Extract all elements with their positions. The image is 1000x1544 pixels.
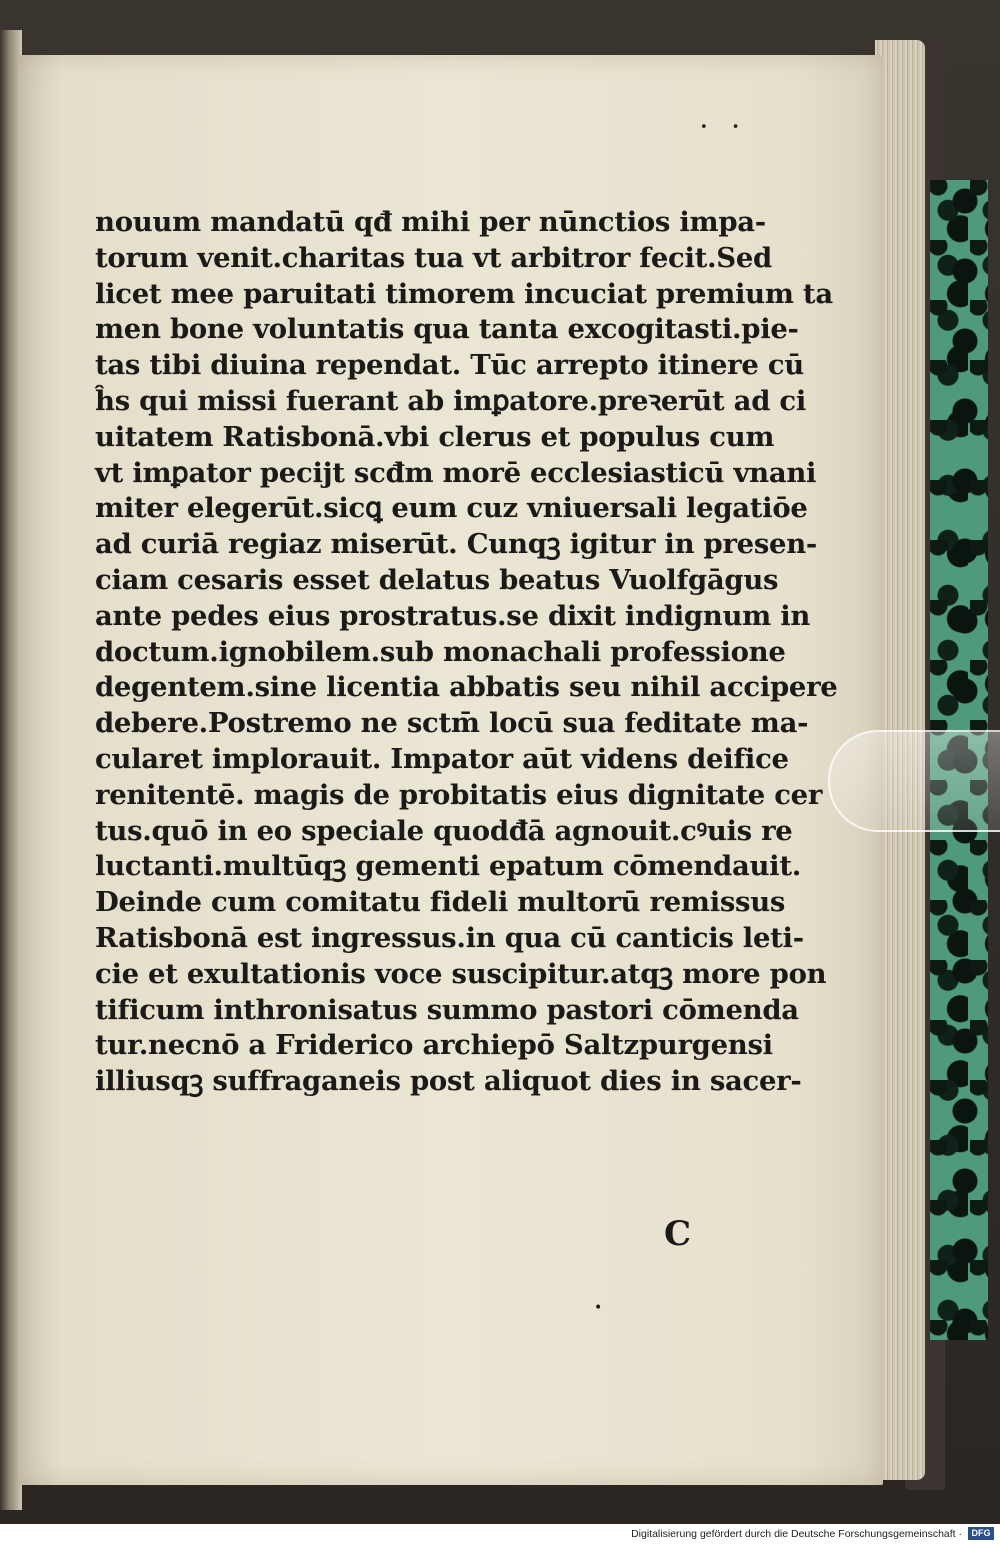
text-line: Ratisbonā est ingressus.in qua cū canticis leti‑ bbox=[95, 921, 804, 954]
text-line: tas tibi diuina rependat. Tūc arrepto itinere cū bbox=[95, 349, 804, 382]
text-line: luctanti.multūqꝫ gementi epatum cōmendauit. bbox=[95, 850, 802, 883]
glass-bookmark bbox=[828, 730, 1000, 832]
text-line: ad curiā regiaz miserūt. Cunqꝫ igitur in presen‑ bbox=[95, 528, 818, 561]
text-line: ĥs qui missi fuerant ab imꝑatore.preꝛerūt ad ci bbox=[95, 384, 806, 417]
signature-mark: C bbox=[664, 1214, 692, 1254]
text-line: cularet implorauit. Impator aūt videns deifice bbox=[95, 742, 789, 775]
text-line: vt imꝑator pecijt scđm morē ecclesiasticū vnani bbox=[95, 456, 817, 489]
text-line: tificum inthronisatus summo pastori cōmenda bbox=[95, 993, 799, 1026]
text-line: illiusqꝫ suffraganeis post aliquot dies in sacer‑ bbox=[95, 1065, 802, 1098]
text-line: tur.necnō a Friderico archiepō Saltzpurgensi bbox=[95, 1029, 773, 1062]
text-line: uitatem Ratisbonā.vbi clerus et populus cum bbox=[95, 420, 775, 453]
text-line: ante pedes eius prostratus.se dixit indignum in bbox=[95, 599, 811, 632]
text-line: miter elegerūt.sicꝗ eum cuz vniuersali legatiōe bbox=[95, 492, 808, 525]
printer-dots: • • bbox=[700, 120, 750, 135]
text-line: degentem.sine licentia abbatis seu nihil accipere bbox=[95, 671, 838, 704]
text-line: ciam cesaris esset delatus beatus Vuolfgāgus bbox=[95, 563, 779, 596]
dfg-logo: DFG bbox=[968, 1527, 994, 1540]
text-line: licet mee paruitati timorem incuciat premium ta bbox=[95, 277, 833, 310]
text-line: nouum mandatū qđ mihi per nūnctios impa‑ bbox=[95, 206, 766, 238]
stray-dot: • bbox=[594, 1300, 603, 1316]
text-line: debere.Postremo ne sctm̄ locū sua feditate ma‑ bbox=[95, 707, 809, 740]
footer-credit: Digitalisierung gefördert durch die Deutsche Forschungsgemeinschaft · bbox=[631, 1528, 962, 1540]
text-line: Deinde cum comitatu fideli multorū remissus bbox=[95, 886, 786, 919]
text-block bbox=[95, 205, 838, 1100]
text-line: renitentē. magis de probitatis eius dignitate cer bbox=[95, 778, 823, 811]
text-line: tus.quō in eo speciale quodđā agnouit.cꝰuis re bbox=[95, 814, 793, 847]
text-line: doctum.ignobilem.sub monachali professione bbox=[95, 635, 786, 668]
text-line: cie et exultationis voce suscipitur.atqꝫ more pon bbox=[95, 957, 827, 990]
text-line: torum venit.charitas tua vt arbitror fecit.Sed bbox=[95, 241, 772, 274]
footer-bar bbox=[0, 1524, 1000, 1544]
text-line: men bone voluntatis qua tanta excogitasti.pie‑ bbox=[95, 313, 799, 346]
